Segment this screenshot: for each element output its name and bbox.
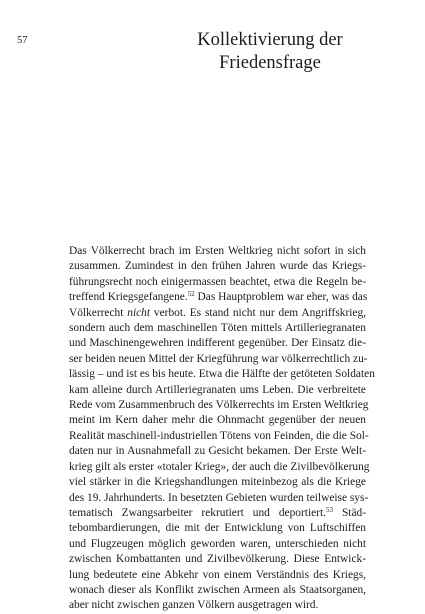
text-line bbox=[69, 290, 366, 305]
chapter-title-line-1: Kollektivierung der bbox=[197, 30, 343, 50]
chapter-title bbox=[144, 29, 364, 74]
text-line: kam alleine durch Artilleriegranaten ums Leben. Die verbreitete bbox=[69, 383, 366, 396]
text-line: und Flugzeugen möglich geworden waren, unterschieden nicht bbox=[69, 537, 366, 550]
text-line: krieg gilt als erster «totaler Krieg», der auch die Zivilbevölkerung bbox=[69, 460, 370, 473]
text-segment: Städ- bbox=[332, 506, 366, 519]
text-segment: tematisch Zwangsarbeiter rekrutiert und deportiert. bbox=[69, 506, 326, 519]
text-line: daten nur in Ausnahmefall zu Gesicht bekamen. Der Erste Welt- bbox=[69, 445, 366, 458]
text-line: und Maschinengewehren indifferent gegenüber. Der Einsatz die- bbox=[69, 337, 366, 350]
text-line: sondern auch dem maschinellen Töten mittels Artilleriegranaten bbox=[69, 322, 366, 335]
text-line: wonach dieser als Konflikt zwischen Armeen als Staatsorganen, bbox=[69, 583, 366, 596]
text-line: viel stärker in die Kriegshandlungen miteinbezog als die Kriege bbox=[69, 476, 366, 489]
text-line: ser beiden neuen Mittel der Kriegführung war völkerrechtlich zu- bbox=[69, 352, 368, 365]
text-line: Realität maschinell-industriellen Tötens von Feinden, die die Sol- bbox=[69, 429, 369, 442]
text-line: tebombardierungen, die mit der Entwicklung von Luftschiffen bbox=[69, 522, 366, 535]
text-segment: verbot. Es stand nicht nur dem Angriffskrieg, bbox=[150, 306, 366, 319]
page-number: 57 bbox=[17, 35, 28, 46]
text-segment: treffend Kriegsgefangene. bbox=[69, 291, 188, 304]
body-paragraph bbox=[69, 244, 375, 614]
text-segment: Völkerrecht bbox=[69, 306, 128, 319]
text-line: zwischen Kombattanten und Zivilbevölkerung. Diese Entwick- bbox=[69, 553, 366, 566]
text-line bbox=[69, 306, 366, 321]
text-line: Das Völkerrecht brach im Ersten Weltkrieg nicht sofort in sich bbox=[69, 245, 366, 257]
text-line: zusammen. Zumindest in den frühen Jahren wurde das Kriegs- bbox=[69, 260, 366, 273]
text-segment: Das Hauptproblem war eher, was das bbox=[194, 291, 368, 304]
text-line: lung bedeutete eine Abkehr von einem Verständnis des Kriegs, bbox=[69, 568, 366, 581]
text-line: führungsrecht noch einigermassen beachtet, etwa die Regeln be- bbox=[69, 275, 366, 288]
chapter-title-line-2: Friedensfrage bbox=[219, 52, 321, 73]
text-line: lässig – und ist es bis heute. Etwa die Hälfte der getöteten Soldaten bbox=[69, 368, 375, 381]
text-line: des 19. Jahrhunderts. In besetzten Gebieten wurden teilweise sys- bbox=[69, 491, 369, 504]
footnote-marker: 52 bbox=[187, 290, 195, 299]
emphasis-text: nicht bbox=[127, 306, 151, 319]
footnote-marker: 53 bbox=[325, 505, 333, 514]
text-line: Rede vom Zusammenbruch des Völkerrechts im Ersten Weltkrieg bbox=[69, 399, 369, 412]
text-line: aber nicht zwischen ganzen Völkern ausgetragen wird. bbox=[69, 599, 319, 612]
text-line bbox=[69, 506, 366, 521]
text-line: meint im Kern daher mehr die Ohnmacht gegenüber der neuen bbox=[69, 414, 366, 427]
